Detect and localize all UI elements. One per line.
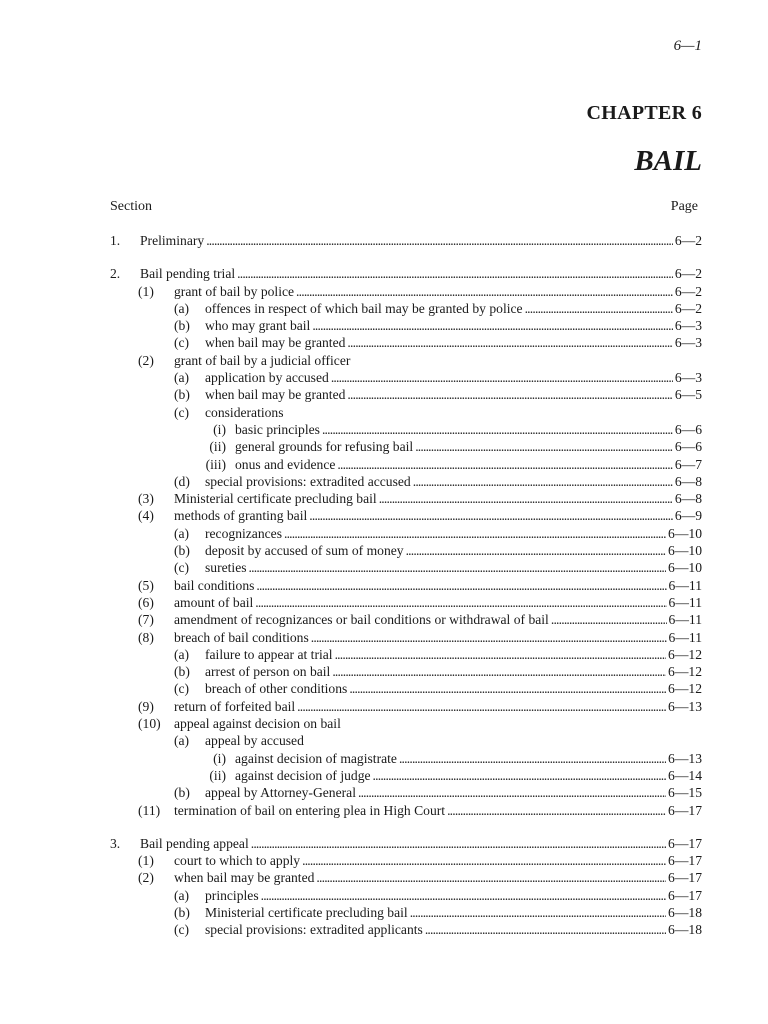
toc-entry-line [205, 732, 306, 749]
toc-entry-number: (b) [174, 904, 190, 920]
toc-entry-page: 6—6 [674, 421, 702, 437]
toc-entry [0, 680, 768, 697]
toc-entry-title: grant of bail by a judicial officer [174, 352, 351, 368]
toc-entry-line [174, 802, 702, 819]
toc-entry-number: (a) [174, 646, 190, 662]
dot-leader [347, 386, 672, 403]
toc-entry-line [235, 438, 702, 455]
toc-entry-page: 6—8 [674, 491, 702, 507]
toc-entry-page: 6—13 [668, 750, 702, 766]
dot-leader [410, 904, 666, 921]
toc-entry-line [174, 611, 702, 628]
toc-entry-title: appeal against decision on bail [174, 716, 341, 732]
toc-entry-title: breach of bail conditions [174, 629, 309, 645]
toc-entry-line [174, 698, 702, 715]
toc-entry-title: against decision of magistrate [235, 750, 397, 766]
toc-entry-number: (ii) [209, 439, 226, 455]
toc-entry-number: (10) [138, 716, 161, 732]
toc-entry-line [205, 404, 286, 421]
toc-entry-title: who may grant bail [205, 318, 311, 334]
dot-leader [447, 802, 666, 819]
toc-entry-line [174, 715, 343, 732]
toc-entry-number: (5) [138, 577, 154, 593]
toc-entry-line [174, 852, 702, 869]
toc-entry-page: 6—2 [674, 233, 702, 248]
toc-entry-title: when bail may be granted [205, 387, 346, 403]
dot-leader [331, 369, 673, 386]
toc-entry-page: 6—8 [674, 473, 702, 489]
dot-leader [349, 680, 666, 697]
toc-entry-page: 6—17 [668, 853, 702, 869]
toc-entry-title: court to which to apply [174, 853, 301, 869]
toc-entry-number: (8) [138, 629, 154, 645]
toc-entry-line [205, 334, 702, 351]
toc-entry-number: (c) [174, 404, 190, 420]
toc-entry [0, 663, 768, 680]
toc-entry [0, 646, 768, 663]
toc-entry [0, 750, 768, 767]
dot-leader [311, 629, 667, 646]
toc-entry [0, 559, 768, 576]
toc-entry-number: (c) [174, 560, 190, 576]
toc-entry-page: 6—12 [668, 646, 702, 662]
toc-entry-number: 2. [110, 266, 121, 282]
toc-entry-title: Ministerial certificate precluding bail [205, 904, 408, 920]
toc-entry [0, 767, 768, 784]
toc-entry [0, 732, 768, 749]
toc-entry-number: (iii) [205, 456, 226, 472]
dot-leader [399, 750, 666, 767]
dot-leader [206, 232, 673, 249]
toc-entry-page: 6—10 [668, 543, 702, 559]
toc-entry [0, 421, 768, 438]
toc-entry-line [205, 887, 702, 904]
toc-entry [0, 904, 768, 921]
page-column-header: Page [670, 199, 698, 214]
toc-entry-title: when bail may be granted [174, 870, 315, 886]
toc-section-group [0, 835, 768, 939]
dot-leader [284, 525, 666, 542]
toc-entry [0, 352, 768, 369]
toc-entry-number: 1. [110, 233, 121, 248]
toc-entry-number: (d) [174, 473, 190, 489]
toc-entry-number: (1) [138, 283, 154, 299]
toc-entry-line [205, 680, 702, 697]
toc-entry-number: (a) [174, 733, 190, 749]
toc-entry [0, 921, 768, 938]
toc-entry [0, 577, 768, 594]
toc-entry-line [235, 421, 702, 438]
toc-entry-page: 6—7 [674, 456, 702, 472]
toc-entry-number: (b) [174, 664, 190, 680]
toc-entry-page: 6—2 [674, 283, 702, 299]
toc-entry-title: sureties [205, 560, 247, 576]
toc-entry [0, 438, 768, 455]
dot-leader [261, 887, 666, 904]
toc-entry-number: (c) [174, 335, 190, 351]
dot-leader [255, 594, 666, 611]
toc-entry-number: (9) [138, 698, 154, 714]
toc-entry-title: offences in respect of which bail may be granted by police [205, 300, 523, 316]
toc-entry [0, 386, 768, 403]
toc-entry-page: 6—11 [668, 629, 702, 645]
toc-entry-number: (7) [138, 612, 154, 628]
dot-leader [358, 784, 666, 801]
toc-entry-number: 3. [110, 835, 121, 851]
toc-entry-title: application by accused [205, 370, 329, 386]
toc-entry-title: amendment of recognizances or bail conditions or withdrawal of bail [174, 612, 549, 628]
toc-entry-number: (a) [174, 300, 190, 316]
dot-leader [347, 334, 672, 351]
toc-entry [0, 334, 768, 351]
dot-leader [337, 456, 672, 473]
dot-leader [379, 490, 673, 507]
toc-entry-title: termination of bail on entering plea in High Court [174, 802, 446, 818]
toc-entry-number: (b) [174, 318, 190, 334]
toc-entry-page: 6—6 [674, 439, 702, 455]
toc-entry-page: 6—2 [674, 266, 702, 282]
toc-entry [0, 507, 768, 524]
toc-entry-line [205, 386, 702, 403]
toc-entry [0, 283, 768, 300]
toc-entry-line [235, 767, 702, 784]
toc-entry-page: 6—17 [668, 802, 702, 818]
toc-entry-number: (c) [174, 922, 190, 938]
toc-entry-line [174, 577, 702, 594]
toc-entry-line [174, 594, 702, 611]
toc-entry-number: (1) [138, 853, 154, 869]
toc-entry-line [174, 869, 702, 886]
toc-entry-title: return of forfeited bail [174, 698, 296, 714]
toc-entry-title: deposit by accused of sum of money [205, 543, 404, 559]
toc-entry-number: (b) [174, 785, 190, 801]
toc-entry-page: 6—11 [668, 612, 702, 628]
toc-entry-line [205, 300, 702, 317]
toc-entry-line [235, 456, 702, 473]
toc-section-group [0, 232, 768, 249]
dot-leader [413, 473, 673, 490]
dot-leader [332, 663, 666, 680]
toc-entry-line [205, 473, 702, 490]
toc-entry-title: against decision of judge [235, 767, 371, 783]
toc-entry-page: 6—15 [668, 785, 702, 801]
dot-leader [322, 421, 673, 438]
toc-entry-title: amount of bail [174, 594, 254, 610]
toc-entry-title: special provisions: extradited applicants [205, 922, 423, 938]
toc-entry-number: (a) [174, 887, 190, 903]
toc-entry-line [174, 490, 702, 507]
dot-leader [425, 921, 666, 938]
toc-entry [0, 265, 768, 282]
toc-entry [0, 802, 768, 819]
toc-entry-line [174, 507, 702, 524]
toc-entry-page: 6—12 [668, 664, 702, 680]
toc-entry-number: (c) [174, 681, 190, 697]
toc-entry-title: special provisions: extradited accused [205, 473, 411, 489]
toc-entry-page: 6—11 [668, 594, 702, 610]
toc-entry-number: (ii) [209, 767, 226, 783]
toc-entry-line [174, 352, 352, 369]
toc-entry-page: 6—18 [668, 904, 702, 920]
toc-entry-page: 6—17 [668, 870, 702, 886]
dot-leader [525, 300, 673, 317]
toc-entry-line [174, 629, 702, 646]
toc-entry-line [205, 369, 702, 386]
toc-entry-title: failure to appear at trial [205, 646, 333, 662]
toc-entry-page: 6—14 [668, 767, 702, 783]
toc-entry-line [205, 646, 702, 663]
toc-entry-number: (3) [138, 491, 154, 507]
toc-entry-page: 6—17 [668, 887, 702, 903]
toc-entry-title: breach of other conditions [205, 681, 348, 697]
dot-leader [302, 852, 666, 869]
toc-entry-title: when bail may be granted [205, 335, 346, 351]
chapter-label: CHAPTER 6 [586, 102, 702, 124]
toc-entry-line [205, 542, 702, 559]
toc-entry [0, 542, 768, 559]
toc-entry [0, 404, 768, 421]
dot-leader [309, 507, 673, 524]
toc-entry-line [205, 525, 702, 542]
dot-leader [256, 577, 666, 594]
toc-entry [0, 869, 768, 886]
toc-entry-title: considerations [205, 404, 284, 420]
toc-entry-title: basic principles [235, 421, 320, 437]
section-column-header: Section [110, 199, 152, 214]
dot-leader [251, 835, 666, 852]
toc-entry-title: onus and evidence [235, 456, 336, 472]
page-number: 6—1 [673, 38, 702, 54]
toc-entry [0, 300, 768, 317]
toc-entry [0, 456, 768, 473]
dot-leader [551, 611, 667, 628]
toc-entry-line [140, 265, 702, 282]
toc-entry-title: grant of bail by police [174, 283, 295, 299]
dot-leader [249, 559, 666, 576]
toc-entry-page: 6—3 [674, 370, 702, 386]
dot-leader [316, 869, 666, 886]
toc-entry-page: 6—12 [668, 681, 702, 697]
toc-entry-line [140, 232, 702, 249]
toc-entry-line [205, 317, 702, 334]
toc-entry-line [205, 784, 702, 801]
toc-entry [0, 629, 768, 646]
toc-entry-number: (2) [138, 870, 154, 886]
toc-entry-number: (11) [138, 802, 161, 818]
toc-entry-page: 6—10 [668, 560, 702, 576]
dot-leader [373, 767, 666, 784]
toc-entry [0, 525, 768, 542]
table-of-contents [0, 232, 768, 955]
toc-entry-page: 6—17 [668, 835, 702, 851]
toc-entry-number: (b) [174, 387, 190, 403]
toc-entry-title: recognizances [205, 525, 282, 541]
toc-entry-line [205, 559, 702, 576]
dot-leader [406, 542, 666, 559]
toc-entry [0, 698, 768, 715]
toc-entry-title: bail conditions [174, 577, 255, 593]
toc-entry [0, 852, 768, 869]
toc-entry-page: 6—3 [674, 335, 702, 351]
toc-entry-page: 6—13 [668, 698, 702, 714]
dot-leader [415, 438, 673, 455]
toc-entry-number: (i) [213, 421, 226, 437]
toc-entry [0, 317, 768, 334]
toc-entry-number: (i) [213, 750, 226, 766]
toc-entry [0, 232, 768, 249]
toc-entry-line [235, 750, 702, 767]
toc-entry [0, 369, 768, 386]
toc-entry-page: 6—5 [674, 387, 702, 403]
toc-entry-title: arrest of person on bail [205, 664, 331, 680]
toc-entry-number: (2) [138, 352, 154, 368]
toc-entry-page: 6—18 [668, 922, 702, 938]
toc-entry-line [205, 904, 702, 921]
toc-entry-title: methods of granting bail [174, 508, 308, 524]
toc-entry-line [205, 921, 702, 938]
toc-entry-title: general grounds for refusing bail [235, 439, 414, 455]
toc-entry-title: Preliminary [140, 233, 205, 248]
toc-entry-page: 6—2 [674, 300, 702, 316]
toc-entry [0, 473, 768, 490]
toc-entry-page: 6—11 [668, 577, 702, 593]
dot-leader [296, 283, 673, 300]
toc-entry-line [140, 835, 702, 852]
toc-entry [0, 594, 768, 611]
dot-leader [237, 265, 673, 282]
toc-entry [0, 784, 768, 801]
toc-entry-number: (a) [174, 370, 190, 386]
dot-leader [312, 317, 672, 334]
toc-entry-title: Bail pending trial [140, 266, 236, 282]
toc-entry-line [174, 283, 702, 300]
toc-entry-page: 6—10 [668, 525, 702, 541]
toc-entry-title: appeal by Attorney-General [205, 785, 356, 801]
toc-entry-page: 6—3 [674, 318, 702, 334]
toc-entry [0, 887, 768, 904]
toc-entry-number: (4) [138, 508, 154, 524]
toc-entry-page: 6—9 [674, 508, 702, 524]
toc-entry [0, 715, 768, 732]
dot-leader [335, 646, 666, 663]
toc-entry-title: Ministerial certificate precluding bail [174, 491, 377, 507]
toc-entry-line [205, 663, 702, 680]
toc-entry [0, 490, 768, 507]
toc-entry-number: (b) [174, 543, 190, 559]
toc-entry-number: (6) [138, 594, 154, 610]
toc-entry-title: Bail pending appeal [140, 835, 249, 851]
toc-entry [0, 611, 768, 628]
chapter-title: BAIL [634, 145, 702, 177]
toc-section-group [0, 265, 768, 819]
toc-entry-title: principles [205, 887, 259, 903]
toc-entry-title: appeal by accused [205, 733, 304, 749]
toc-entry [0, 835, 768, 852]
dot-leader [297, 698, 666, 715]
toc-entry-number: (a) [174, 525, 190, 541]
